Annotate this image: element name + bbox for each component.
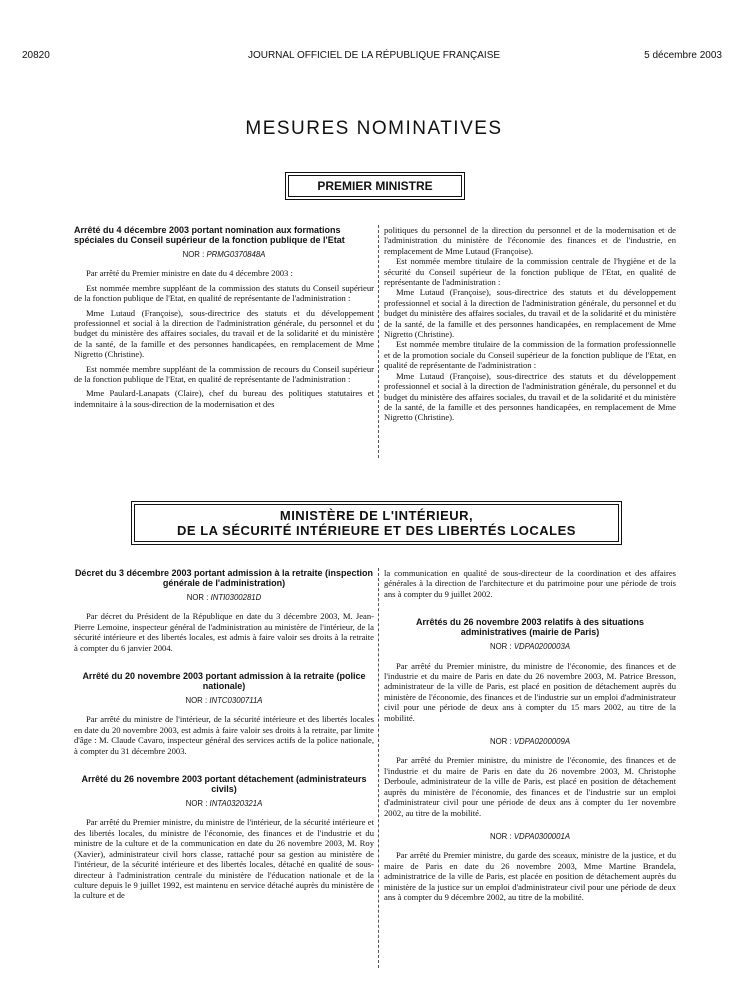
paragraph: Par arrêté du ministre de l'intérieur, de la sécurité intérieure et des libertés locales en date du 20 novembre 2003, est admis à faire valoir ses droits à la retraite, par limite d'âge : M. Claude Cavaro, inspecteur général des services actifs de la police nationale, à compter du 31 décembre 2003. (74, 714, 374, 756)
paragraph: Est nommée membre suppléant de la commission de recours du Conseil supérieur de la fonction publique de l'Etat, en qualité de représentante de l'administration : (74, 363, 374, 385)
nor-label: NOR : (489, 737, 512, 747)
paragraph: Est nommée membre titulaire de la commission centrale de l'hygiène et de la sécurité du Conseil supérieur de la fonction publique de l'Etat, en qualité de représentante de l'administration : (384, 256, 676, 288)
paragraph: politiques du personnel de la direction du personnel et de la modernisation et de l'administration du ministère de l'économie des finances et de l'industrie, en remplacement de Mme Lutaud (Françoise). (384, 225, 676, 256)
article-heading: Arrêté du 20 novembre 2003 portant admission à la retraite (police nationale) (82, 671, 366, 692)
nor-code: INTI0300281D (210, 593, 262, 602)
paragraph: la communication en qualité de sous-directeur de la coordination et des affaires générales à la direction de l'architecture et du patrimoine pour une période de trois ans à compter du 9 juillet 2002. (384, 568, 676, 599)
nor-reference (74, 696, 374, 706)
nor-code: PRMG0370848A (206, 250, 266, 259)
nor-label: NOR : (185, 799, 208, 809)
nor-code: VDPA0200009A (513, 737, 571, 747)
nor-reference (384, 832, 676, 842)
section2-right-column (384, 568, 676, 902)
paragraph: Par arrêté du Premier ministre, du ministre de l'intérieur, de la sécurité intérieure et des libertés locales, du ministre de l'économie, des finances et de l'industrie et du ministre de la culture et de la communication en date du 26 novembre 2003, M. Roy (Xavier), administrateur civil hors classe, rattaché pour sa gestion au ministère de l'intérieur, de la sécurité intérieure et des libertés locales, détaché en qualité de sous-directeur à l'administration centrale du ministère de l'éducation nationale et de la culture depuis le 9 juillet 1992, est maintenu en service détaché auprès du ministère de la culture et de (74, 817, 374, 901)
article-heading: Décret du 3 décembre 2003 portant admission à la retraite (inspection générale de l'administration) (74, 568, 374, 588)
article-heading: Arrêtés du 26 novembre 2003 relatifs à des situations administratives (mairie de Paris) (415, 617, 645, 638)
paragraph: Mme Lutaud (Françoise), sous-directrice des statuts et du développement professionnel et social à la direction de l'administration générale, du personnel et du budget du ministère des affaires sociales, du travail et de la solidarité et du ministère de la santé, de la famille et des personnes handicapées, en remplacement de Mme Nigretto (Christine). (74, 307, 374, 360)
nor-reference (384, 642, 676, 652)
paragraph: Par arrêté du Premier ministre, du ministre de l'économie, des finances et de l'industrie et du maire de Paris en date du 26 novembre 2003, M. Patrice Bresson, administrateur de la ville de Paris, est placé en position de détachement auprès du ministère de l'économie, des finances et de l'industrie sur un emploi d'administrateur civil pour une période de deux ans à compter du 15 mars 2002, au titre de la mobilité. (384, 660, 676, 723)
journal-title: JOURNAL OFFICIEL DE LA RÉPUBLIQUE FRANÇAISE (247, 50, 501, 61)
section2-left-column (74, 568, 374, 901)
paragraph: Par arrêté du Premier ministre en date du 4 décembre 2003 : (86, 268, 293, 279)
nor-reference (384, 737, 676, 747)
nor-label: NOR : (489, 642, 512, 652)
paragraph: Mme Lutaud (Françoise), sous-directrice des statuts et du développement professionnel et social à la direction de l'administration générale, du personnel et du budget du ministère des affaires sociales, du travail et de la solidarité et du ministère de la santé, de la famille et des personnes handicapées, en remplacement de Mme Nigretto (Christine). (384, 287, 676, 340)
paragraph: Est nommée membre titulaire de la commission de la formation professionnelle et de la promotion sociale du Conseil supérieur de la fonction publique de l'Etat, en qualité de représentante de l'administration : (384, 339, 676, 371)
main-title: MESURES NOMINATIVES (245, 118, 503, 139)
article-heading: Arrêté du 26 novembre 2003 portant détachement (administrateurs civils) (81, 774, 367, 795)
paragraph: Mme Lutaud (Françoise), sous-directrice des statuts et du développement professionnel et social à la direction de l'administration générale, du personnel et du budget du ministère des affaires sociales, du travail et de la solidarité et du ministère de la santé, de la famille et des personnes handicapées, en remplacement de Mme Nigretto (Christine). (384, 370, 676, 423)
section-title-box (285, 172, 465, 200)
article-heading: Arrêté du 4 décembre 2003 portant nomination aux formations spéciales du Conseil supérieur de la fonction publique de l'Etat (74, 225, 345, 245)
section1-left-column (74, 225, 374, 409)
ministry-title-line: MINISTÈRE DE L'INTÉRIEUR, (279, 508, 474, 523)
page-number: 20820 (22, 50, 50, 61)
nor-label: NOR : (182, 250, 205, 259)
ministry-title-box (131, 501, 622, 545)
ministry-title-line: DE LA SÉCURITÉ INTÉRIEURE ET DES LIBERTÉS LOCALES (177, 523, 576, 538)
paragraph: Par arrêté du Premier ministre, du ministre de l'économie, des finances et de l'industrie et du maire de Paris en date du 26 novembre 2003, M. Christophe Derboule, administrateur de la ville de Paris, est placé en position de détachement auprès du ministère de l'économie, des finances et de l'industrie sur un emploi d'administrateur civil pour une période de deux ans à compter du 1er novembre 2002, au titre de la mobilité. (384, 755, 676, 818)
nor-code: VDPA0200003A (513, 642, 571, 652)
nor-code: INTC0300711A (209, 696, 263, 706)
section1-right-column (384, 225, 676, 423)
column-divider (378, 225, 379, 458)
paragraph: Par décret du Président de la République en date du 3 décembre 2003, M. Jean-Pierre Lemoine, inspecteur général de l'administration au ministère de l'intérieur, de la sécurité intérieure et des libertés locales, est admis à faire valoir ses droits à la retraite à compter du 6 janvier 2004. (74, 611, 374, 653)
nor-code: INTA0320321A (209, 799, 263, 809)
column-divider (378, 568, 379, 968)
nor-code: VDPA0300001A (513, 831, 571, 841)
nor-reference (74, 593, 374, 603)
nor-reference (74, 799, 374, 809)
nor-label: NOR : (489, 831, 512, 841)
nor-label: NOR : (186, 593, 209, 602)
section-title: PREMIER MINISTRE (288, 175, 462, 197)
paragraph: Est nommée membre suppléant de la commission des statuts du Conseil supérieur de la fonction publique de l'Etat, en qualité de représentante de l'administration : (74, 282, 374, 304)
paragraph: Mme Paulard-Lanapats (Claire), chef du bureau des politiques statutaires et indemnitaire à la sous-direction de la modernisation et des (74, 388, 374, 409)
paragraph: Par arrêté du Premier ministre, du garde des sceaux, ministre de la justice, et du maire de Paris en date du 26 novembre 2003, Mme Martine Brandela, administratrice de la ville de Paris, est placée en position de détachement auprès du ministère de la justice sur un emploi d'administrateur civil pour une période de deux ans à compter du 9 décembre 2002, au titre de la mobilité. (384, 850, 676, 902)
ministry-title (134, 504, 619, 542)
issue-date: 5 décembre 2003 (644, 50, 722, 61)
nor-label: NOR : (185, 696, 208, 706)
nor-reference (74, 250, 374, 260)
